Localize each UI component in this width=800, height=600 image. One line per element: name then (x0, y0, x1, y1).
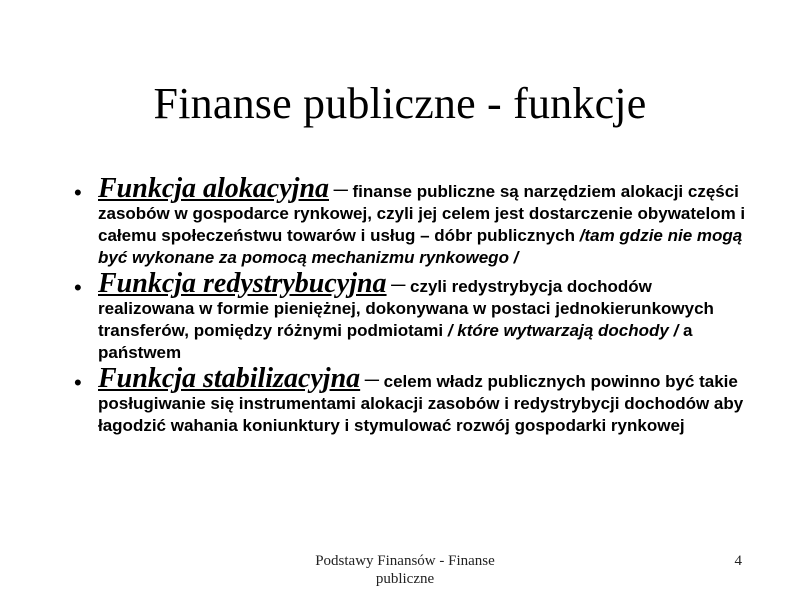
bullet-term: Funkcja stabilizacyjna (98, 363, 361, 394)
bullet-emphasis: /tam gdzie nie mogą być wykonane za pomocą mechanizmu rynkowego / (98, 226, 743, 267)
slide-title: Finanse publiczne - funkcje (153, 79, 647, 128)
bullet-dash: – (391, 268, 406, 299)
bullet-dash: – (333, 173, 348, 204)
bullet-item-stabilization (72, 363, 752, 437)
bullet-item-redistribution (72, 268, 752, 364)
bullet-text (98, 173, 746, 267)
bullet-term: Funkcja redystrybucyjna (98, 268, 387, 299)
bullet-emphasis: / które wytwarzają dochody / (447, 321, 679, 340)
bullet-body: finanse publiczne są narzędziem alokacji części zasobów w gospodarce rynkowej, czyli jej celem jest dostarczenie obywatelom i całemu społeczeństwu towarów i usług – dóbr publicznych (98, 182, 746, 245)
footer-caption: Podstawy Finansów - Finanse publiczne (315, 553, 495, 587)
bullet-marker: • (74, 275, 82, 300)
bullet-marker: • (74, 180, 82, 205)
bullet-body: celem władz publicznych powinno być takie posługiwanie się instrumentami alokacji zasobów i redystrybycji dochodów aby łagodzić wahania koniunktury i stymulować rozwój gospodarki rynkowej (98, 372, 744, 435)
bullet-dash: – (364, 363, 379, 394)
bullet-text (98, 268, 714, 362)
bullet-text (98, 363, 744, 435)
bullet-marker: • (74, 370, 82, 395)
bullet-term: Funkcja alokacyjna (98, 173, 330, 204)
bullet-body-tail: a państwem (98, 321, 693, 362)
bullet-list (72, 173, 752, 441)
bullet-item-allocation (72, 173, 752, 269)
bullet-body: czyli redystrybycja dochodów realizowana w formie pieniężnej, dokonywana w postaci jednokierunkowych transferów, pomiędzy różnymi podmiotami (98, 277, 714, 340)
page-number: 4 (734, 553, 742, 569)
